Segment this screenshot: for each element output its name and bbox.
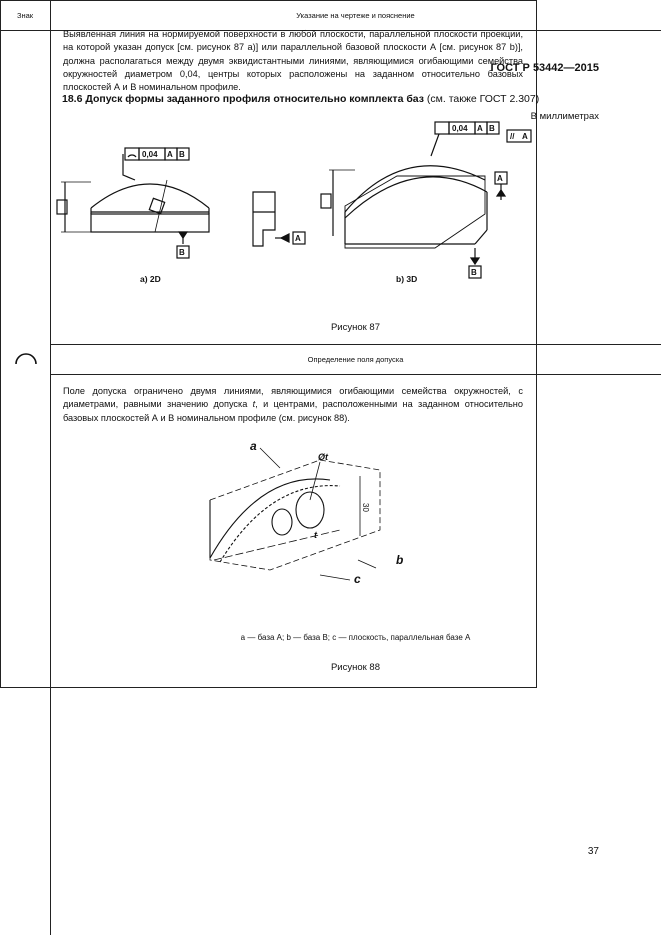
paragraph-2-part2: , и центрами, расположенными на заданном относительно базовых плоскостей А и В номинальном профиле (см. рисунок 88). (63, 399, 523, 423)
svg-text:30: 30 (361, 503, 370, 512)
fig87-label-2d: а) 2D (140, 274, 161, 284)
figure-87-drawing (55, 120, 535, 300)
column-header-sign: Знак (16, 11, 34, 20)
figure-88-caption: Рисунок 88 (330, 662, 381, 673)
fig87-tolerance-value-2d: 0,04 (142, 150, 158, 159)
page-number: 37 (587, 846, 599, 857)
fig88-label-t: t (314, 530, 317, 540)
svg-text:A: A (522, 132, 528, 141)
svg-text:B: B (471, 268, 477, 277)
section-title-ref: (см. также ГОСТ 2.307) (424, 93, 540, 105)
fig87-label-3d: b) 3D (396, 274, 418, 284)
figure-87-3d-view (321, 122, 531, 278)
paragraph-tolerance-zone (63, 385, 523, 425)
paragraph-profile-description: Выявленная линия на нормируемой поверхности в любой плоскости, параллельной плоскости проекции, на которой указан допуск [см. рисунок 87 а)] или параллельной базовой плоскости А [см. рисунок 87 b)], должна располагаться между двумя эквидистантными линиями, являющимися огибающими семейства окружностей диаметром 0,04, центры которых расположены на заданном относительно базовых плоскостей А и В номинальном профиле. (63, 29, 523, 93)
svg-text:A: A (167, 150, 173, 159)
subheader-definition: Определение поля допуска (307, 355, 404, 364)
figure-87-2d-view (57, 148, 209, 258)
svg-text:A: A (477, 124, 483, 133)
svg-text:A: A (497, 174, 503, 183)
profile-of-line-symbol (14, 350, 38, 366)
subheader-top-divider (50, 344, 661, 345)
sign-glyph-text (0, 0, 1, 1)
column-divider (50, 0, 51, 935)
figure-88-drawing (200, 440, 440, 590)
column-header-indication: Указание на чертеже и пояснение (296, 11, 415, 20)
svg-text:B: B (179, 248, 185, 257)
section-heading (62, 93, 539, 105)
standard-number: ГОСТ Р 53442—2015 (490, 62, 599, 74)
fig88-label-c: c (354, 572, 361, 586)
fig88-label-b: b (396, 553, 404, 567)
units-note: В миллиметрах (530, 111, 599, 122)
figure-87-caption: Рисунок 87 (330, 322, 381, 333)
paragraph-2-part1: Поле допуска ограничено двумя линиями, являющимися огибающими семейства окружностей, с диаметрами, равными значению допуска (63, 386, 523, 410)
figure-88-legend: a — база А; b — база В; c — плоскость, параллельная базе А (240, 633, 471, 642)
section-title-bold: 18.6 Допуск формы заданного профиля относительно комплекта баз (62, 93, 424, 105)
paragraph-2-t: t (252, 399, 256, 410)
svg-text:B: B (489, 124, 495, 133)
fig88-label-a: a (250, 440, 257, 453)
svg-text://: // (510, 132, 515, 141)
svg-text:0,04: 0,04 (452, 124, 468, 133)
svg-text:A: A (295, 234, 301, 243)
svg-text:B: B (179, 150, 185, 159)
fig88-label-diam: Øt (318, 452, 328, 462)
subheader-bottom-divider (50, 374, 661, 375)
